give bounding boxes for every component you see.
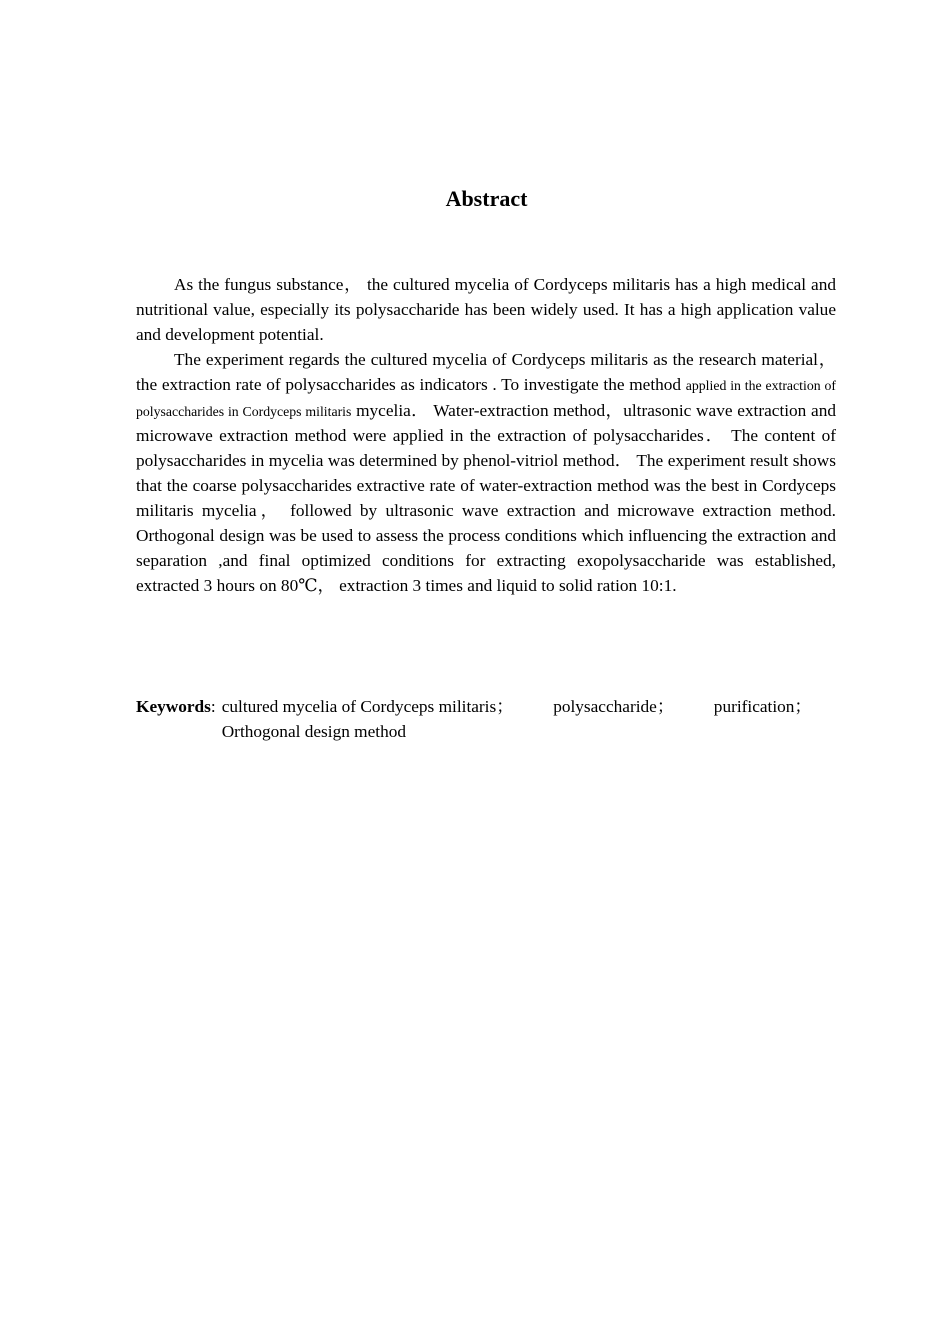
keywords-section xyxy=(136,695,836,745)
paragraph-2-small-text: applied in the extraction of polysaccharides in Cordyceps militaris xyxy=(136,377,836,419)
keywords-line-2 xyxy=(222,720,836,745)
abstract-paragraph-2 xyxy=(136,348,836,599)
abstract-paragraph-1: As the fungus substance， the cultured mycelia of Cordyceps militaris has a high medical and nutritional value, especially its polysaccharide has been widely used. It has a high application value and development potential. xyxy=(136,275,836,344)
paragraph-2-text-b: mycelia． Water-extraction method，ultrasonic wave extraction and microwave extraction method were applied in the extraction of polysaccharides． The content of polysaccharides in mycelia was determined by phenol-vitriol method． The experiment result shows that the coarse polysaccharides extractive rate of water-extraction method was the best in Cordyceps militaris mycelia， followed by ultrasonic wave extraction and microwave extraction method. Orthogonal design was be used to assess the process conditions which influencing the extraction and separation ,and final optimized conditions for extracting exopolysaccharide was established, extracted 3 hours on 80℃， extraction 3 times and liquid to solid ration 10:1. xyxy=(136,400,836,595)
keywords-colon: : xyxy=(210,697,216,716)
keywords-list xyxy=(216,695,836,745)
keyword-item: polysaccharide； xyxy=(553,697,675,716)
paragraph-2-text-a: The experiment regards the cultured mycelia of Cordyceps militaris as the research material， the extraction rate of polysaccharides as indicators . To investigate the method xyxy=(136,349,836,394)
keywords-label: Keywords xyxy=(136,697,211,716)
keyword-item: Orthogonal design method xyxy=(221,721,407,741)
keyword-item: purification； xyxy=(713,697,812,716)
abstract-title: Abstract xyxy=(445,186,528,211)
keyword-item: cultured mycelia of Cordyceps militaris； xyxy=(221,697,514,716)
abstract-body xyxy=(136,273,836,599)
keywords-line-1 xyxy=(222,695,812,720)
